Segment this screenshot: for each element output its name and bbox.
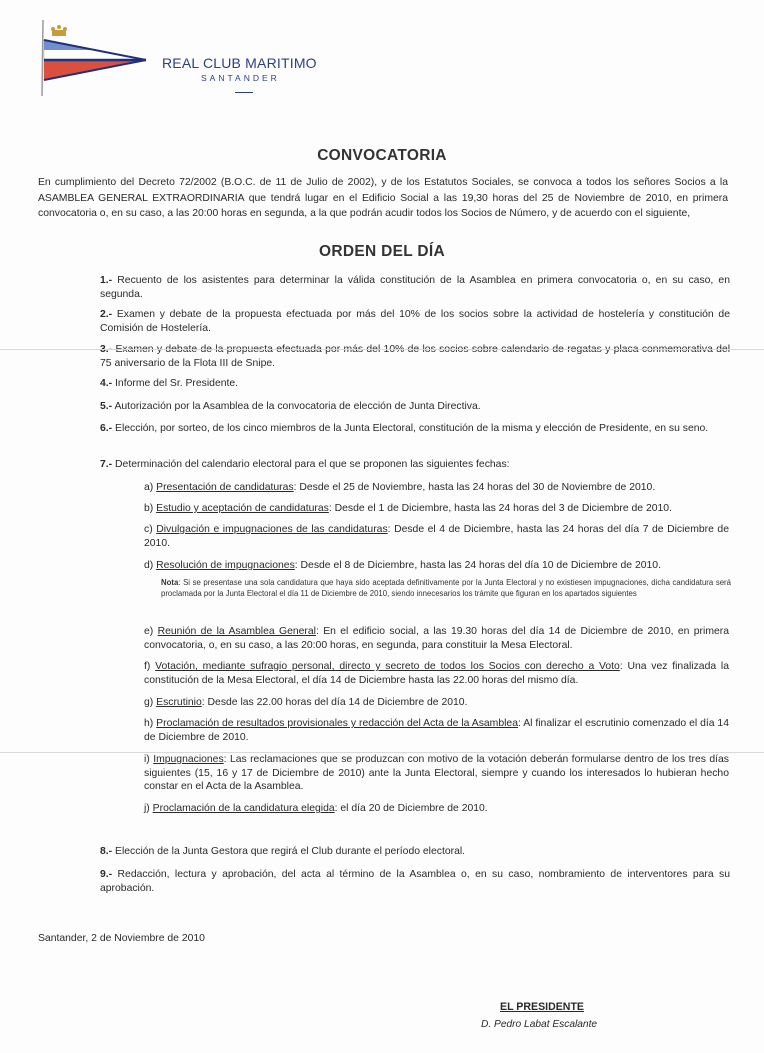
nota-paragraph [161,578,731,599]
subitem-heading: Impugnaciones [153,754,224,765]
subitem-text: : Las reclamaciones que se produzcan con motivo de la votación deberán formularse dentro de los tres días siguientes (15, 16 y 17 de Diciembre de 2010) ante la Junta Electoral, siempre y cuando los interesados lo hubieran hecho constar en el Acta de la Asamblea. [144,754,729,792]
item-text: Determinación del calendario electoral para el que se proponen las siguientes fechas: [115,459,510,470]
club-name: REAL CLUB MARITIMO [162,55,317,71]
item-text: Informe del Sr. Presidente. [115,378,239,389]
agenda-item [100,308,730,335]
calendar-subitem [144,802,729,816]
scan-artifact-line [0,752,764,753]
calendar-subitem [144,717,729,744]
club-city: SANTANDER [201,73,280,83]
item-number: 8.- [100,846,113,857]
item-number: 2.- [100,309,113,320]
subitem-letter: e) [144,626,154,637]
calendar-subitem [144,753,729,794]
item-number: 4.- [100,378,113,389]
nota-label: Nota [161,578,179,587]
subitem-heading: Reunión de la Asamblea General [157,626,316,637]
item-text: Recuento de los asistentes para determinar la válida constitución de la Asamblea en primera convocatoria o, en su caso, en segunda. [100,275,730,300]
item-text: Examen y debate de la propuesta efectuada por más del 10% de los socios sobre la actividad de hostelería y constitución de Comisión de Hostelería. [100,309,730,334]
item-text: Elección, por sorteo, de los cinco miembros de la Junta Electoral, constitución de la misma y elección de Presidente, en su seno. [115,423,709,434]
calendar-subitem [144,559,729,573]
subitem-heading: Divulgación e impugnaciones de las candidaturas [156,524,388,535]
item-number: 9.- [100,869,113,880]
agenda-item [100,422,730,436]
subitem-heading: Proclamación de resultados provisionales y redacción del Acta de la Asamblea [156,718,518,729]
agenda-item [100,400,730,414]
calendar-subitem [144,481,729,495]
item-text: Autorización por la Asamblea de la convocatoria de elección de Junta Directiva. [114,401,481,412]
crown-icon [51,25,67,36]
agenda-item [100,868,730,895]
intro-paragraph: En cumplimiento del Decreto 72/2002 (B.O.C. de 11 de Julio de 2002), y de los Estatutos Sociales, se convoca a todos los señores Socios a la ASAMBLEA GENERAL EXTRAORDINARIA que tendrá lugar en el Edificio Social a las 19,30 horas del 25 de Noviembre de 2010, en primera convocatoria o, en su caso, a las 20:00 horas en segunda, a la que podrán acudir todos los Socios de Número, y de acuerdo con el siguiente, [38,177,728,219]
subitem-letter: c) [144,524,153,535]
club-pennant-logo [38,18,148,98]
subitem-letter: j) [144,803,150,814]
signature-title: EL PRESIDENTE [500,1001,584,1013]
subitem-text: : En el edificio social, a las 19.30 horas del día 14 de Diciembre de 2010, en primera convocatoria, o, en su caso, a las 20:00 horas, en segunda, para constituir la Mesa Electoral. [144,626,729,651]
agenda-title: ORDEN DEL DÍA [319,243,445,260]
calendar-subitem [144,660,729,687]
header-divider [235,92,253,93]
calendar-subitem [144,696,729,710]
subitem-letter: f) [144,661,151,672]
item-number: 1.- [100,275,113,286]
subitem-heading: Escrutinio [156,697,202,708]
place-and-date: Santander, 2 de Noviembre de 2010 [38,933,205,944]
signature-name: D. Pedro Labat Escalante [481,1019,598,1030]
calendar-subitem [144,502,729,516]
agenda-item [100,458,730,472]
subitem-text: : el día 20 de Diciembre de 2010. [334,803,488,814]
agenda-item [100,343,730,370]
subitem-text: : Desde las 22.00 horas del día 14 de Diciembre de 2010. [201,697,468,708]
item-number: 6.- [100,423,113,434]
page-title: CONVOCATORIA [317,147,447,164]
subitem-heading: Resolución de impugnaciones [156,560,295,571]
subitem-letter: i) [144,754,150,765]
item-text: Redacción, lectura y aprobación, del acta al término de la Asamblea o, en su caso, nombramiento de interventores para su aprobación. [100,869,730,894]
scan-artifact-line [0,349,764,350]
item-text: 75 aniversario de la Flota III de Snipe. [100,357,276,369]
subitem-heading: Presentación de candidaturas [156,482,294,493]
agenda-item [100,377,730,391]
item-number: 5.- [100,401,113,412]
subitem-text: : Desde el 8 de Diciembre, hasta las 24 horas del día 10 de Diciembre de 2010. [294,560,661,571]
item-number: 7.- [100,459,113,470]
item-text: Elección de la Junta Gestora que regirá el Club durante el período electoral. [115,846,466,857]
subitem-heading: Proclamación de la candidatura elegida [152,803,335,814]
subitem-letter: d) [144,560,154,571]
subitem-heading: Votación, mediante sufragio personal, directo y secreto de todos los Socios con derecho a Voto [155,661,620,672]
subitem-letter: g) [144,697,154,708]
subitem-text: : Desde el 25 de Noviembre, hasta las 24 horas del 30 de Noviembre de 2010. [293,482,656,493]
calendar-subitem [144,523,729,550]
nota-text: : Si se presentase una sola candidatura que haya sido aceptada definitivamente por la Junta Electoral y no existiesen impugnaciones, dicha candidatura será proclamada por la Junta Electoral el día 11 de Diciembre de 2010, siendo innecesarios los trámite que figuran en los apartados siguientes [161,578,731,598]
calendar-subitem [144,625,729,652]
subitem-text: : Al finalizar el escrutinio comenzado el día 14 de Diciembre de 2010. [144,718,729,743]
subitem-letter: b) [144,503,154,514]
subitem-text: : Desde el 4 de Diciembre, hasta las 24 horas del día 7 de Diciembre de 2010. [144,524,729,549]
subitem-text: : Una vez finalizada la constitución de la Mesa Electoral, el día 14 de Diciembre hasta las 22.00 horas del mismo día. [144,661,729,686]
agenda-item [100,274,730,301]
agenda-item [100,845,730,859]
subitem-letter: h) [144,718,154,729]
subitem-heading: Estudio y aceptación de candidaturas [156,503,329,514]
subitem-letter: a) [144,482,154,493]
subitem-text: : Desde el 1 de Diciembre, hasta las 24 horas del 3 de Diciembre de 2010. [328,503,672,514]
